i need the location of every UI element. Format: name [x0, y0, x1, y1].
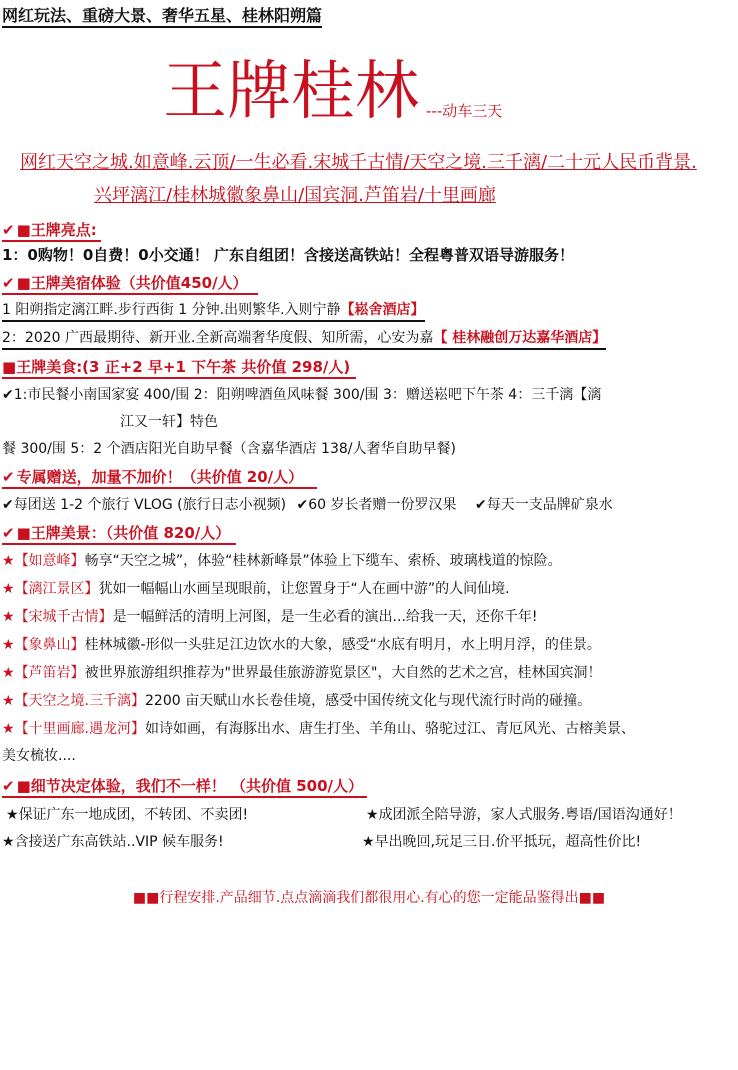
xijie-text: 含接送广东高铁站..VIP 候车服务! [14, 834, 224, 850]
section-title: 专属赠送，加量不加价！（共价值 20/人） [16, 468, 304, 486]
square-icon: ■ [16, 221, 31, 239]
xijie-text: 保证广东一地成团，不转团、不卖团! [18, 807, 249, 823]
scenery-item-tiankong [2, 690, 591, 712]
section-header-zhusu [2, 272, 258, 295]
xijie-point-2 [366, 804, 682, 826]
star-icon: ★ [2, 834, 15, 850]
check-icon: ✔ [296, 497, 309, 513]
highlights-line-2: 兴坪漓江/桂林城徽象鼻山/国宾洞.芦笛岩/十里画廊 [94, 185, 496, 206]
zhusu-line-1-text: 1 阳朔指定漓江畔.步行西街 1 分钟.出则繁华.入则宁静 [2, 302, 341, 318]
hotel-name-jiahua: 【 桂林融创万达嘉华酒店】 [433, 330, 607, 346]
star-icon: ★ [2, 693, 15, 709]
document-title: 网红玩法、重磅大景、奢华五星、桂林阳朔篇 [2, 6, 322, 28]
square-icon: ■ [16, 777, 31, 795]
scenery-tail: 美女梳妆.... [2, 748, 76, 764]
scenery-text: 犹如一幅幅山水画呈现眼前，让您置身于“人在画中游”的人间仙境. [98, 581, 510, 597]
meishi-line-1 [2, 384, 601, 406]
check-icon: ✔ [2, 468, 15, 486]
scenery-item-xiangbishan [2, 634, 601, 656]
section-header-liangdian [2, 219, 101, 242]
scenery-text: 桂林城徽-形似一头驻足江边饮水的大象，感受“水底有明月，水上明月浮，的佳景。 [84, 637, 601, 653]
scenery-text: 2200 亩天赋山水长卷佳境，感受中国传统文化与现代流行时尚的碰撞。 [145, 693, 592, 709]
meishi-line-2: 江又一轩】特色 [120, 414, 218, 430]
xijie-text: 成团派全陪导游，家人式服务.粤语/国语沟通好！ [378, 807, 682, 823]
check-icon: ✔ [2, 274, 15, 292]
scenery-item-ludiyan [2, 662, 601, 684]
square-icon: ■ [16, 524, 31, 542]
main-title-subtitle: ---动车三天 [426, 102, 503, 120]
check-icon: ✔ [2, 524, 15, 542]
star-icon: ★ [366, 807, 379, 823]
zhusu-line-2 [2, 328, 606, 350]
section-title: 细节决定体验，我们不一样！ （共价值 500/人） [30, 777, 364, 795]
star-icon: ★ [2, 609, 15, 625]
xijie-text: 早出晚回,玩足三日.价平抵玩，超高性价比! [374, 834, 642, 850]
hotel-name-songshe: 【崧舍酒店】 [340, 302, 425, 318]
section-header-zengsong [2, 466, 317, 489]
square-icon: ■ [16, 274, 31, 292]
scenery-tag: 【象鼻山】 [14, 637, 85, 653]
scenery-item-ruyifeng [2, 550, 562, 572]
section-header-meijing [2, 522, 236, 545]
check-icon: ✔ [474, 497, 487, 513]
star-icon: ★ [2, 637, 15, 653]
scenery-tag: 【漓江景区】 [14, 581, 99, 597]
highlights-line-1: 网红天空之城.如意峰.云顶/一生必看.宋城千古情/天空之境.三千漓/二十元人民币背景. [20, 152, 697, 173]
zengsong-item-luohanguo: 60 岁长者赠一份罗汉果 [308, 497, 457, 513]
xijie-point-1 [6, 804, 248, 826]
zengsong-items [2, 494, 613, 516]
zhusu-line-2-text: 2：2020 广西最期待、新开业.全新高端奢华度假、知所需，心安为嘉 [2, 330, 434, 346]
check-icon: ✔ [2, 221, 15, 239]
star-icon: ★ [6, 807, 19, 823]
star-icon: ★ [2, 553, 15, 569]
liangdian-text: 1：0购物！0自费！0小交通！ 广东自组团！含接送高铁站！全程粤普双语导游服务！ [2, 246, 574, 264]
section-header-xijie [2, 775, 367, 798]
star-icon: ★ [362, 834, 375, 850]
section-title: 王牌美宿体验（共价值450/人） [30, 274, 248, 292]
scenery-text: 如诗如画，有海豚出水、唐生打坐、羊角山、骆驼过江、青厄风光、古榕美景、 [145, 721, 636, 737]
meishi-line-3: 餐 300/围 5：2 个酒店阳光自助早餐（含嘉华酒店 138/人奢华自助早餐) [2, 441, 456, 457]
star-icon: ★ [2, 581, 15, 597]
square-icon: ■ [2, 358, 17, 376]
xijie-point-3 [2, 831, 224, 853]
check-icon: ✔ [2, 387, 14, 403]
scenery-item-songcheng [2, 606, 538, 628]
scenery-tag: 【天空之境.三千漓】 [14, 693, 146, 709]
xijie-point-4 [362, 831, 641, 853]
star-icon: ★ [2, 665, 15, 681]
scenery-text: 畅享“天空之城”，体验“桂林新峰景”体验上下缆车、索桥、玻璃栈道的惊险。 [84, 553, 562, 569]
scenery-tag: 【宋城千古情】 [14, 609, 113, 625]
zengsong-item-vlog: 每团送 1-2 个旅行 VLOG (旅行日志小视频) [13, 497, 287, 513]
check-icon: ✔ [2, 497, 14, 513]
check-icon: ✔ [2, 777, 15, 795]
section-header-meishi [2, 356, 356, 379]
zhusu-line-1 [2, 300, 425, 322]
main-title: 王牌桂林 [163, 55, 419, 129]
section-title: 王牌亮点: [30, 221, 97, 239]
scenery-tag: 【如意峰】 [14, 553, 85, 569]
scenery-tag: 【十里画廊.遇龙河】 [14, 721, 146, 737]
scenery-text: 是一幅鲜活的清明上河图，是一生必看的演出...给我一天，还你千年! [112, 609, 538, 625]
zengsong-item-water: 每天一支品牌矿泉水 [486, 497, 613, 513]
scenery-item-shilihualang [2, 718, 635, 740]
scenery-item-lijiang [2, 578, 510, 600]
section-title: 王牌美食:(3 正+2 早+1 下午茶 共价值 298/人) [16, 358, 351, 376]
scenery-text: 被世界旅游组织推荐为"世界最佳旅游游览景区"，大自然的艺术之宫，桂林国宾洞！ [84, 665, 602, 681]
footer-note: ■■行程安排.产品细节.点点滴滴我们都很用心.有心的您一定能品鉴得出■■ [132, 890, 606, 906]
star-icon: ★ [2, 721, 15, 737]
section-title: 王牌美景：（共价值 820/人） [30, 524, 231, 542]
scenery-tag: 【芦笛岩】 [14, 665, 85, 681]
meishi-line-1-text: 1:市民餐小南国家宴 400/围 2：阳朔啤酒鱼风味餐 300/围 3：赠送崧吧下午茶 4：三千漓【漓 [13, 387, 602, 403]
